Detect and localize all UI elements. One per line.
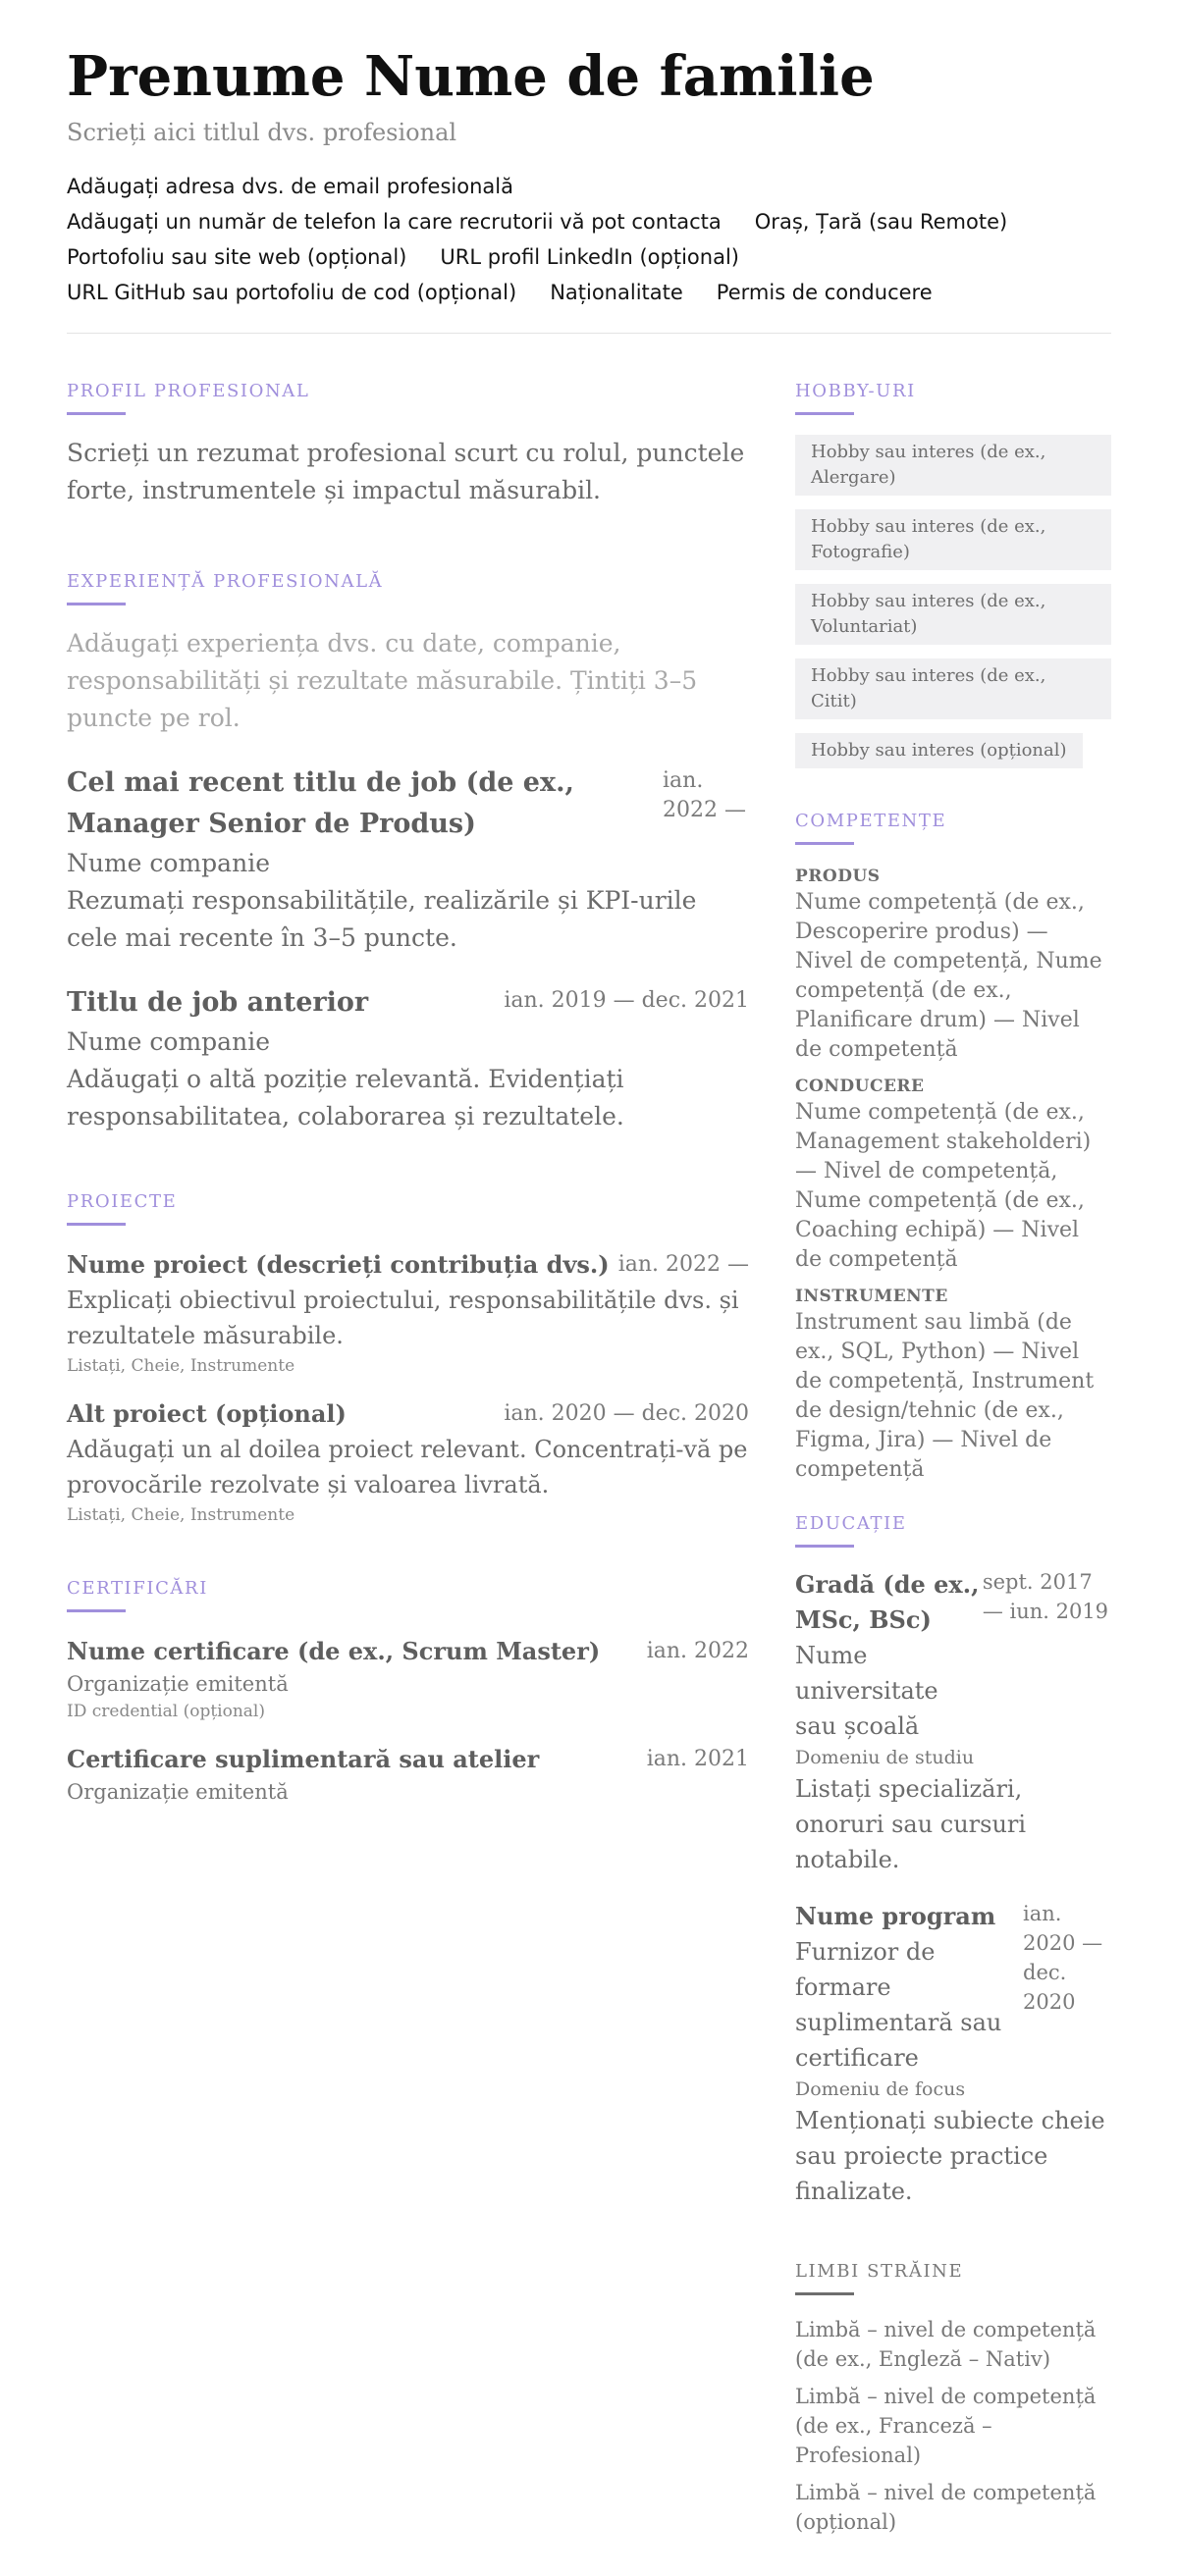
- section-heading: COMPETENȚE: [795, 811, 947, 831]
- project-title: Alt proiect (opțional): [67, 1399, 347, 1428]
- education-entry: [795, 1899, 1111, 2209]
- project-entry: [67, 1247, 749, 1379]
- linkedin-text: URL profil LinkedIn (opțional): [440, 245, 739, 269]
- job-description: Adăugați o altă poziție relevantă. Evidențiați responsabilitatea, colaborarea și rezultatele.: [67, 1065, 624, 1130]
- section-heading: EXPERIENȚĂ PROFESIONALĂ: [67, 571, 384, 592]
- project-tools: Listați, Cheie, Instrumente: [67, 1505, 295, 1525]
- job-entry: [67, 762, 749, 957]
- education-date: ian. 2020 — dec. 2020: [1023, 1902, 1103, 2014]
- hobby-tag: Hobby sau interes (de ex., Citit): [795, 658, 1111, 719]
- github-text: URL GitHub sau portofoliu de cod (opțional): [67, 281, 517, 304]
- phone-text: Adăugați un număr de telefon la care recrutorii vă pot contacta: [67, 210, 722, 234]
- school-name: Nume universitate sau școală: [795, 1642, 938, 1740]
- job-entry: [67, 982, 749, 1135]
- website-text: Portofoliu sau site web (opțional): [67, 245, 407, 269]
- section-heading: CERTIFICĂRI: [67, 1578, 208, 1599]
- location-text: Oraș, Țară (sau Remote): [754, 210, 1008, 234]
- contact-info: [67, 169, 1111, 310]
- section-underline: [795, 842, 854, 845]
- skill-list: Nume competență (de ex., Descoperire produs) — Nivel de competență, Nume competență (de ex., Planificare drum) — Nivel de competență: [795, 890, 1102, 1062]
- certification-title: Certificare suplimentară sau atelier: [67, 1745, 540, 1773]
- certification-date: ian. 2021: [646, 1747, 749, 1771]
- section-heading: PROFIL PROFESIONAL: [67, 381, 310, 401]
- field-of-study: Domeniu de studiu: [795, 1747, 975, 1768]
- resume-header: [67, 39, 1111, 310]
- hobby-tag: Hobby sau interes (de ex., Voluntariat): [795, 584, 1111, 645]
- contact-line-2: [67, 204, 1111, 239]
- section-underline: [795, 2292, 854, 2295]
- job-description: Rezumați responsabilitățile, realizările și KPI-urile cele mai recente în 3–5 puncte.: [67, 886, 697, 952]
- sidebar-column: [795, 378, 1111, 2545]
- skills-section: [795, 808, 1111, 1485]
- hobby-tag: Hobby sau interes (opțional): [795, 733, 1083, 768]
- job-title: Titlu de job anterior: [67, 987, 369, 1018]
- languages-section: [795, 2258, 1111, 2537]
- hobby-tag: Hobby sau interes (de ex., Fotografie): [795, 509, 1111, 570]
- certification-title: Nume certificare (de ex., Scrum Master): [67, 1637, 601, 1665]
- section-heading: HOBBY-URI: [795, 381, 916, 401]
- main-column: [67, 378, 749, 1807]
- section-underline: [67, 1609, 126, 1612]
- header-divider: [67, 333, 1111, 334]
- project-date: ian. 2020 — dec. 2020: [504, 1401, 749, 1426]
- project-description: Adăugați un al doilea proiect relevant. Concentrați-vă pe provocările rezolvate și valoarea livrată.: [67, 1436, 748, 1498]
- certifications-section: [67, 1575, 749, 1807]
- skill-category: INSTRUMENTE: [795, 1287, 948, 1306]
- language-item: Limbă – nivel de competență (de ex., Franceză – Profesional): [795, 2385, 1097, 2467]
- section-heading: LIMBI STRĂINE: [795, 2261, 964, 2282]
- skill-list: Nume competență (de ex., Management stakeholderi) — Nivel de competență, Nume competență (de ex., Coaching echipă) — Nivel de competență: [795, 1100, 1092, 1272]
- professional-title: Scrieți aici titlul dvs. profesional: [67, 119, 457, 146]
- issuing-organization: Organizație emitentă: [67, 1780, 289, 1804]
- section-heading: EDUCAȚIE: [795, 1513, 907, 1534]
- experience-intro: Adăugați experiența dvs. cu date, companie, responsabilități și rezultate măsurabile. Țintiți 3–5 puncte pe rol.: [67, 629, 698, 732]
- certification-date: ian. 2022: [646, 1639, 749, 1663]
- nationality-text: Naționalitate: [550, 281, 683, 304]
- company-name: Nume companie: [67, 849, 270, 877]
- section-underline: [795, 412, 854, 415]
- skill-category: PRODUS: [795, 867, 881, 886]
- skill-list: Instrument sau limbă (de ex., SQL, Python) — Nivel de competență, Instrument de design/tehnic (de ex., Figma, Jira) — Nivel de competență: [795, 1310, 1095, 1482]
- program-title: Nume program: [795, 1902, 996, 1930]
- job-title: Cel mai recent titlu de job (de ex., Manager Senior de Produs): [67, 767, 574, 839]
- projects-section: [67, 1188, 749, 1528]
- education-date: sept. 2017 — iun. 2019: [982, 1570, 1109, 1623]
- language-item: Limbă – nivel de competență (de ex., Engleză – Nativ): [795, 2318, 1097, 2371]
- language-item: Limbă – nivel de competență (opțional): [795, 2481, 1097, 2534]
- project-title: Nume proiect (descrieți contribuția dvs.): [67, 1250, 610, 1279]
- section-underline: [795, 1545, 854, 1548]
- skill-category: CONDUCERE: [795, 1077, 925, 1096]
- section-heading: PROIECTE: [67, 1191, 178, 1212]
- email-text: Adăugați adresa dvs. de email profesională: [67, 175, 513, 198]
- section-underline: [67, 1223, 126, 1226]
- hobbies-section: [795, 378, 1111, 782]
- contact-line-3: [67, 239, 1111, 275]
- job-date: ian. 2019 — dec. 2021: [504, 988, 749, 1013]
- degree-title: Gradă (de ex., MSc, BSc): [795, 1570, 980, 1634]
- education-description: Menționați subiecte cheie sau proiecte practice finalizate.: [795, 2107, 1105, 2205]
- job-date: ian. 2022 —: [663, 768, 746, 822]
- project-tools: Listați, Cheie, Instrumente: [67, 1356, 295, 1376]
- education-section: [795, 1510, 1111, 2209]
- certification-entry: [67, 1634, 749, 1724]
- education-description: Listați specializări, onoruri sau cursuri notabile.: [795, 1775, 1027, 1873]
- profile-section: [67, 378, 749, 509]
- full-name: Prenume Nume de familie: [67, 44, 875, 109]
- project-description: Explicați obiectivul proiectului, responsabilitățile dvs. și rezultatele măsurabile.: [67, 1287, 739, 1349]
- contact-line-1: [67, 169, 1111, 204]
- contact-line-4: [67, 275, 1111, 310]
- education-entry: [795, 1567, 1111, 1877]
- credential-id: ID credential (opțional): [67, 1702, 265, 1721]
- project-date: ian. 2022 —: [617, 1252, 749, 1277]
- issuing-organization: Organizație emitentă: [67, 1672, 289, 1696]
- section-underline: [67, 412, 126, 415]
- profile-summary: Scrieți un rezumat profesional scurt cu rolul, punctele forte, instrumentele și impactul măsurabil.: [67, 439, 745, 504]
- experience-section: [67, 568, 749, 1135]
- license-text: Permis de conducere: [716, 281, 933, 304]
- company-name: Nume companie: [67, 1027, 270, 1056]
- section-underline: [67, 603, 126, 605]
- certification-entry: [67, 1742, 749, 1807]
- project-entry: [67, 1396, 749, 1528]
- provider-name: Furnizor de formare suplimentară sau certificare: [795, 1938, 1002, 2072]
- hobby-tag: Hobby sau interes (de ex., Alergare): [795, 435, 1111, 496]
- focus-area: Domeniu de focus: [795, 2078, 966, 2100]
